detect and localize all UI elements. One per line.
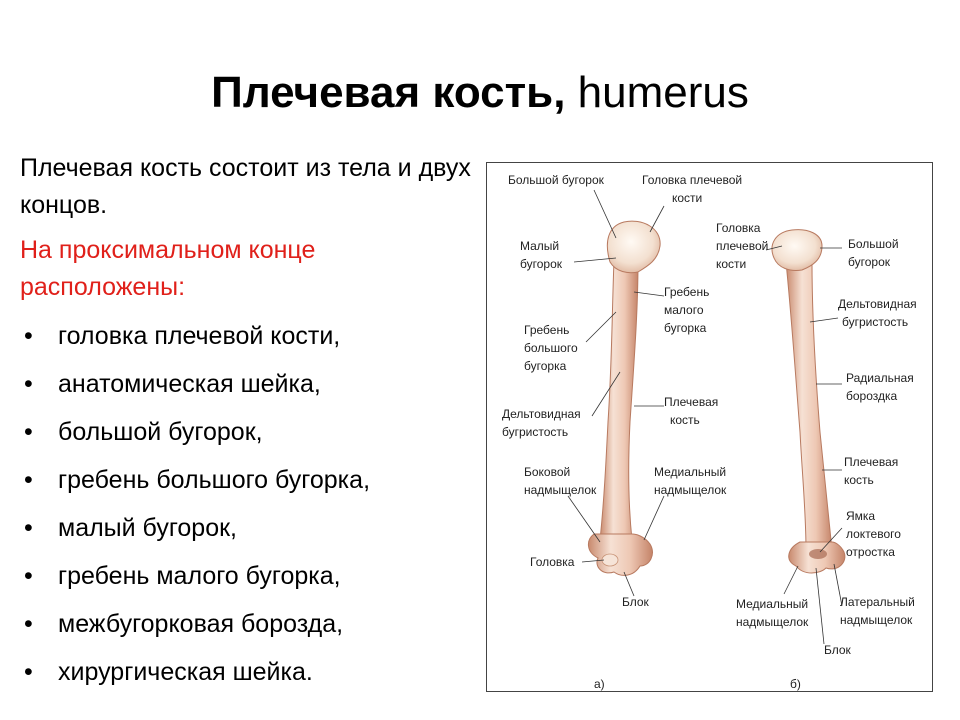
leader-a-lateral-epi [568,496,600,542]
bone-anterior-capitulum [602,554,618,566]
list-item [20,312,470,360]
intro-highlight: На проксимальном конце расположены: [20,236,316,301]
slide-title [0,68,960,118]
bone-posterior-shaft [786,262,832,550]
bullet-icon: • [24,658,33,686]
label-a-crest-greater: Гребень большого бугорка [524,323,578,373]
leader-b-trochlea [816,568,824,644]
list-item-text: малый бугорок, [58,514,237,542]
intro-block [20,150,480,306]
list-item-text: межбугорковая борозда, [58,610,344,638]
bone-anterior-shaft [600,260,638,540]
list-item [20,504,470,552]
humerus-diagram [486,162,933,692]
bone-posterior-fossa [809,549,827,559]
list-item-text: гребень большого бугорка, [58,466,371,494]
leader-a-crest-lesser [634,292,664,296]
label-a-medial-epicondyle: Медиальный надмыщелок [654,465,727,497]
bone-posterior-head [772,230,822,271]
bullet-icon: • [24,322,33,350]
label-a-deltoid: Дельтовидная бугристость [502,407,581,439]
list-item-text: анатомическая шейка, [58,370,321,398]
bullet-icon: • [24,562,33,590]
label-a-lesser-tubercle: Малый бугорок [520,239,562,271]
bone-anterior-distal [588,534,652,575]
label-a-head: Головка плечевой кости [642,173,743,205]
label-b-olecranon-fossa: Ямка локтевого отростка [846,509,901,559]
bullet-icon: • [24,610,33,638]
title-latin: humerus [577,68,749,117]
list-item-text: головка плечевой кости, [58,322,341,350]
list-item-text: большой бугорок, [58,418,263,446]
label-b-deltoid: Дельтовидная бугристость [838,297,917,329]
intro-text: Плечевая кость состоит из тела и двух концов. [20,154,471,219]
leader-a-greater-tubercle [594,190,616,238]
label-b-radial-groove: Радиальная бороздка [846,371,914,403]
caption-a: а) [594,677,605,691]
list-item [20,456,470,504]
list-item [20,408,470,456]
leader-b-deltoid [810,318,838,322]
label-a-capitulum: Головка [530,555,575,569]
bone-anterior-head [607,221,660,273]
label-b-greater-tubercle: Большой бугорок [848,237,899,269]
bullet-icon: • [24,466,33,494]
bullet-icon: • [24,370,33,398]
list-item-text: хирургическая шейка. [58,658,313,686]
label-b-trochlea: Блок [824,643,851,657]
label-b-head: Головка плечевой кости [716,221,769,271]
label-a-lateral-epicondyle: Боковой надмыщелок [524,465,597,497]
label-a-greater-tubercle: Большой бугорок [508,173,604,187]
list-item-text: гребень малого бугорка, [58,562,341,590]
list-item [20,552,470,600]
label-b-lateral-epicondyle: Латеральный надмыщелок [840,595,915,627]
list-item [20,360,470,408]
label-a-trochlea: Блок [622,595,649,609]
list-item [20,648,470,696]
bone-anterior [588,221,660,575]
list-item [20,600,470,648]
bullet-icon: • [24,418,33,446]
label-a-humerus: Плечевая кость [664,395,719,427]
leader-a-trochlea [624,572,634,596]
leader-a-head [650,206,664,232]
label-a-crest-lesser: Гребень малого бугорка [664,285,710,335]
bullet-icon: • [24,514,33,542]
label-b-humerus: Плечевая кость [844,455,899,487]
bone-posterior [772,230,845,573]
title-bold: Плечевая кость, [211,68,566,117]
label-b-medial-epicondyle: Медиальный надмыщелок [736,597,809,629]
caption-b: б) [790,677,801,691]
leader-b-medial-epi [784,566,798,594]
feature-list [20,312,470,696]
leader-a-medial-epi [644,496,664,540]
